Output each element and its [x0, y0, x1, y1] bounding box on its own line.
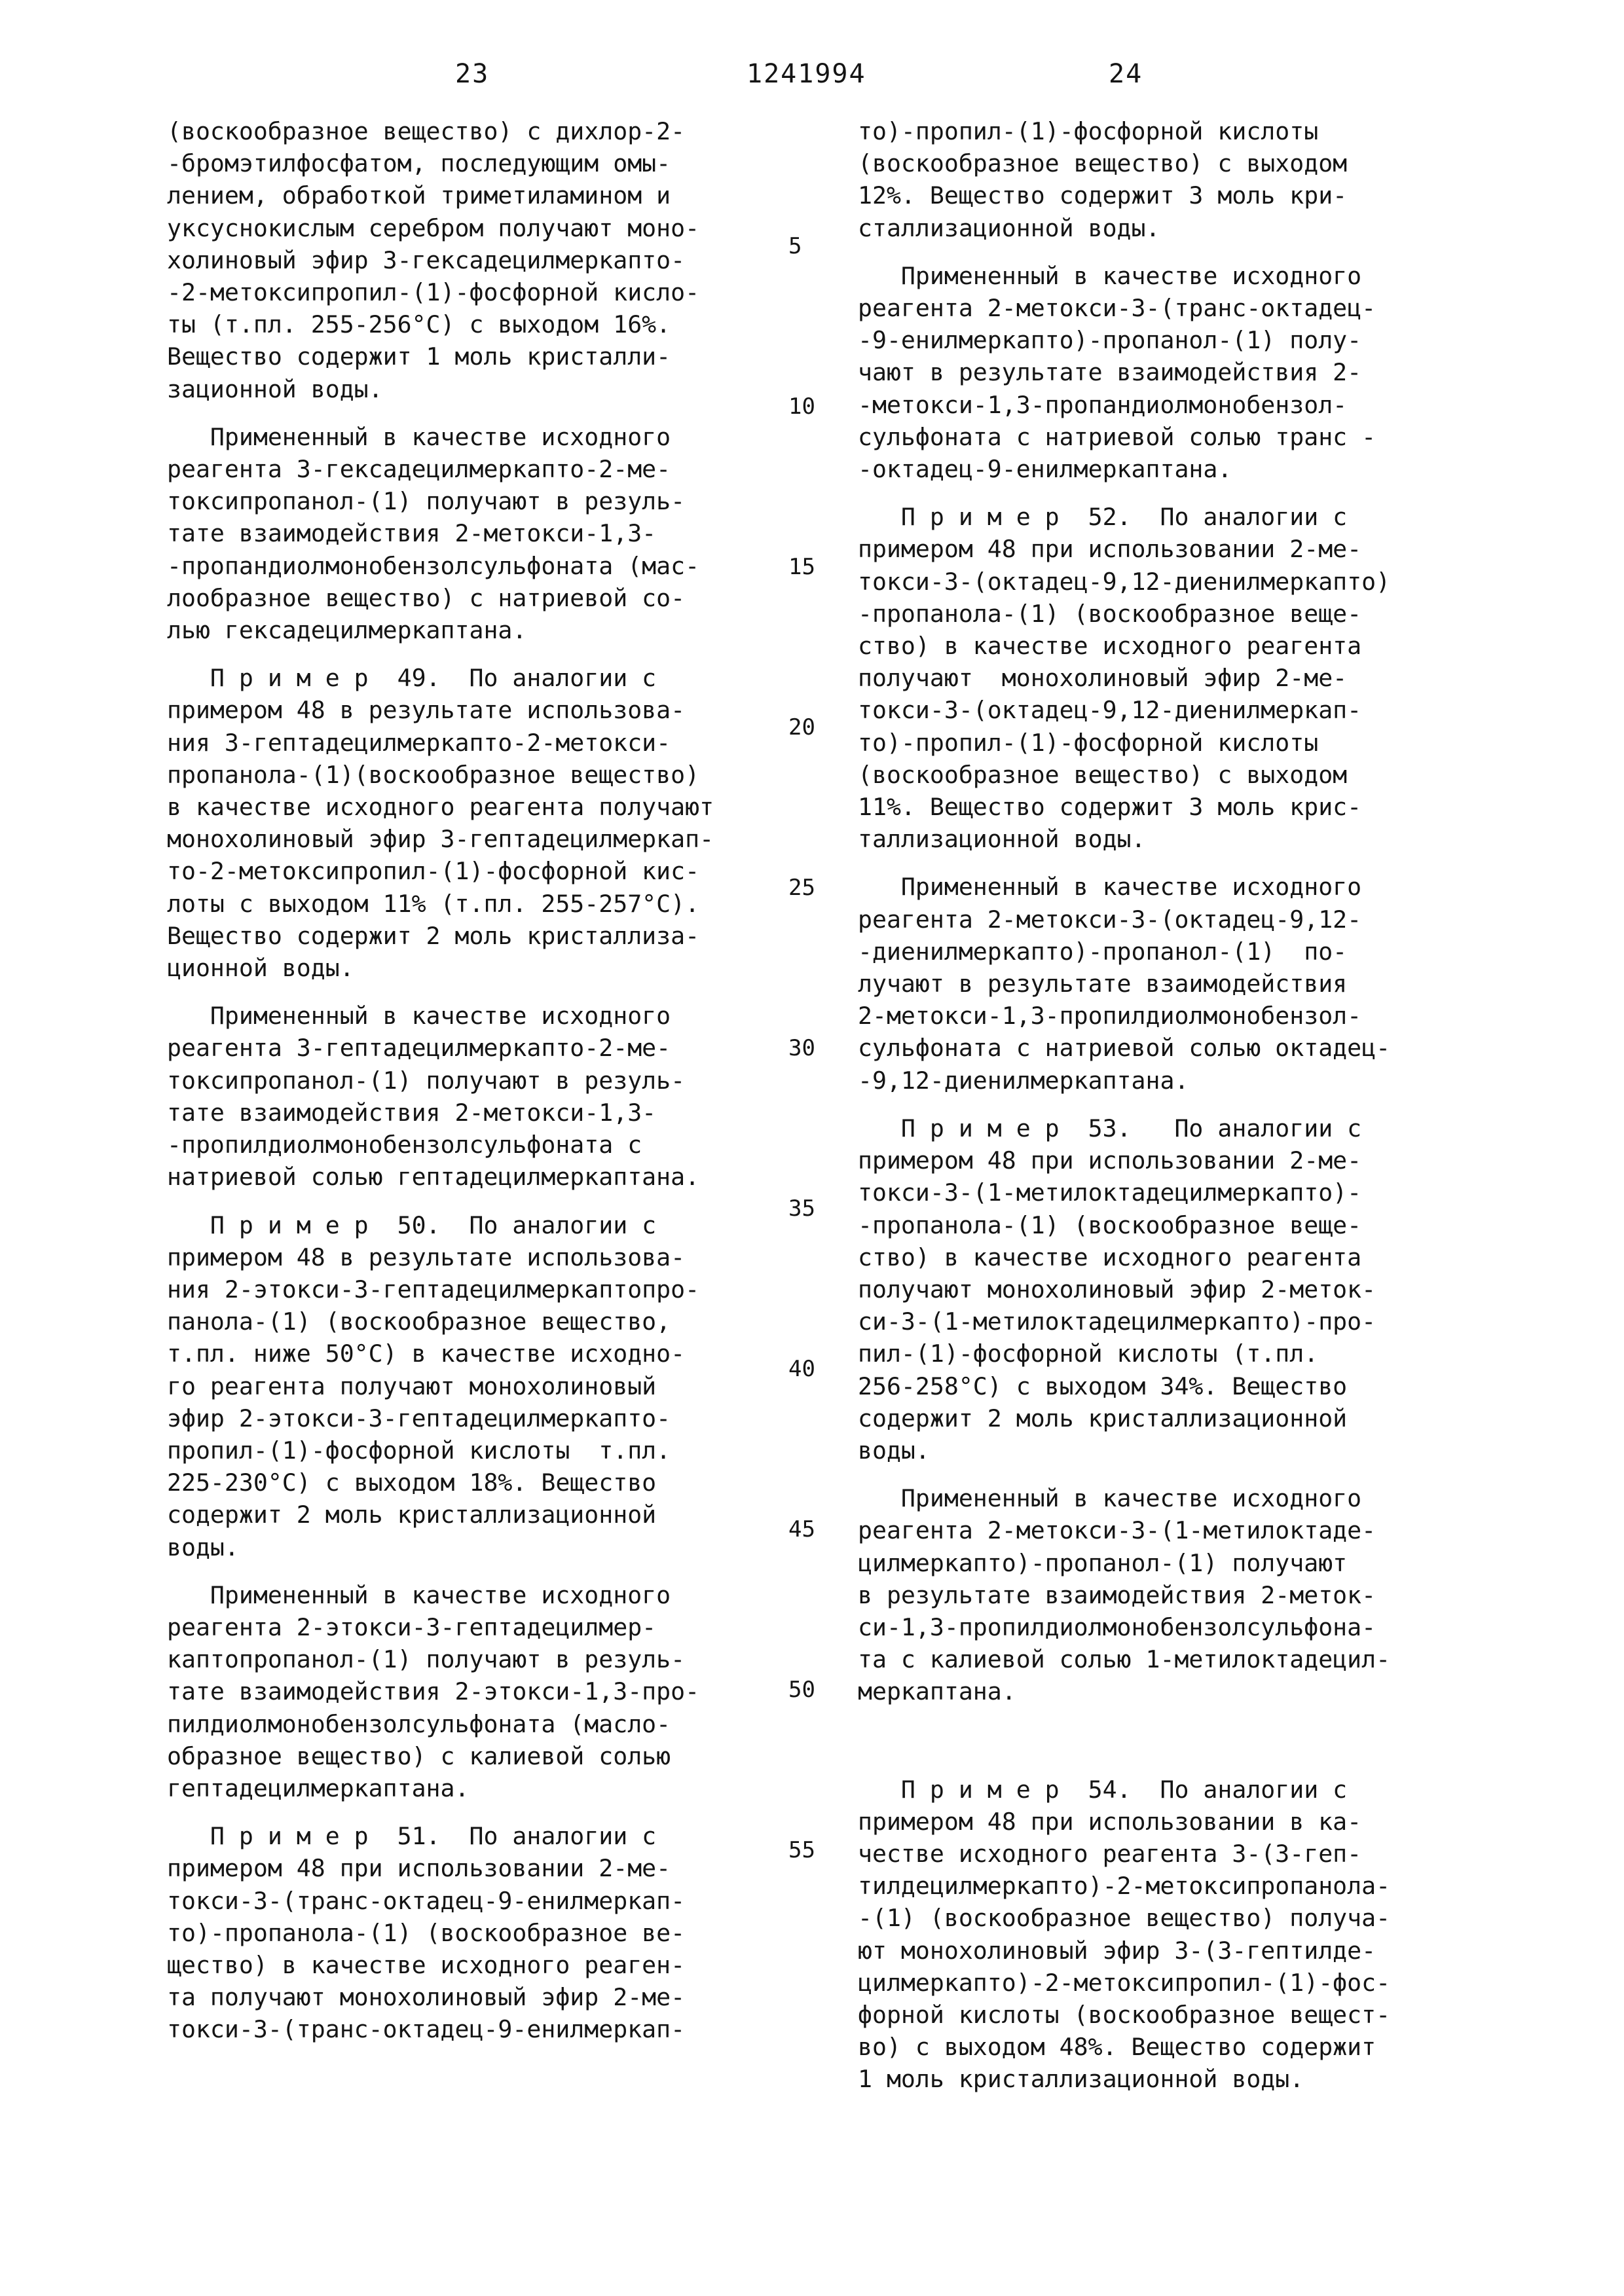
line-number: 30 [788, 1035, 815, 1061]
paragraph: Примененный в качестве исходного реагента 2-метокси-3-(октадец-9,12- -диенилмеркапто)-пропанол-(1) по- лучают в результате взаимодействия 2-метокси-1,3-пропилдиолмонобензол- сульфоната с натриевой солью октадец- -9,12-диенилмеркаптана. [858, 873, 1391, 1095]
paragraph: (воскообразное вещество) с дихлор-2- -бромэтилфосфатом, последующим омы- лением, обработкой триметиламином и уксуснокислым серебром получают моно- холиновый эфир 3-гексадецилмеркапто- -2-метоксипропил-(1)-фосфорной кисло- ты (т.пл. 255-256°C) с выходом 16%. Вещество содержит 1 моль кристалли- зационной воды. [167, 117, 700, 403]
line-number: 55 [788, 1837, 815, 1863]
paragraph: П р и м е р 54. По аналогии с примером 48 при использовании в ка- честве исходного реагента 3-(3-геп- тилдецилмеркапто)-2-метоксипропанола- -(1) (воскообразное вещество) получа- ют монохолиновый эфир 3-(3-гептилде- цилмеркапто)-2-метоксипропил-(1)-фос- форной кислоты (воскообразное вещест- во) с выходом 48%. Вещество содержит 1 моль кристаллизационной воды. [858, 1775, 1391, 2094]
line-number: 45 [788, 1516, 815, 1542]
page-number-right: 24 [1109, 59, 1143, 89]
paragraph: П р и м е р 51. По аналогии с примером 48 при использовании 2-ме- токси-3-(транс-октадец-9-енилмеркап- то)-пропанола-(1) (воскообразное ве- щество) в качестве исходного реаген- та получают монохолиновый эфир 2-ме- токси-3-(транс-октадец-9-енилмеркап- [167, 1822, 686, 2044]
page-number-left: 23 [455, 59, 490, 89]
right-column [858, 115, 1500, 2096]
paragraph: Примененный в качестве исходного реагента 2-метокси-3-(1-метилоктаде- цилмеркапто)-пропанол-(1) получают в результате взаимодействия 2-меток- си-1,3-пропилдиолмонобензолсульфона- та с калиевой солью 1-метилоктадецил- меркаптана. [858, 1484, 1391, 1706]
paragraph: П р и м е р 50. По аналогии с примером 48 в результате использова- ния 2-этокси-3-гептадецилмеркаптопро- панола-(1) (воскообразное вещество, т.пл. ниже 50°C) в качестве исходно- го реагента получают монохолиновый эфир 2-этокси-3-гептадецилмеркапто- пропил-(1)-фосфорной кислоты т.пл. 225-230°C) с выходом 18%. Вещество содержит 2 моль кристаллизационной воды. [167, 1211, 700, 1561]
line-number: 10 [788, 393, 815, 420]
paragraph: Примененный в качестве исходного реагента 3-гептадецилмеркапто-2-ме- токсипропанол-(1) получают в резуль- тате взаимодействия 2-метокси-1,3- -пропилдиолмонобензолсульфоната с натриевой солью гептадецилмеркаптана. [167, 1002, 700, 1192]
line-number: 35 [788, 1195, 815, 1222]
left-column [167, 115, 809, 2046]
line-number: 20 [788, 714, 815, 740]
line-number: 15 [788, 554, 815, 580]
paragraph: Примененный в качестве исходного реагента 2-метокси-3-(транс-октадец- -9-енилмеркапто)-пропанол-(1) полу- чают в результате взаимодействия 2- -метокси-1,3-пропандиолмонобензол- сульфоната с натриевой солью транс - -октадец-9-енилмеркаптана. [858, 261, 1376, 484]
paragraph: Примененный в качестве исходного реагента 3-гексадецилмеркапто-2-ме- токсипропанол-(1) получают в резуль- тате взаимодействия 2-метокси-1,3- -пропандиолмонобензолсульфоната (мас- лообразное вещество) с натриевой со- лью гексадецилмеркаптана. [167, 422, 700, 645]
line-number: 50 [788, 1677, 815, 1703]
paragraph: П р и м е р 49. По аналогии с примером 48 в результате использова- ния 3-гептадецилмеркапто-2-метокси- пропанола-(1)(воскообразное вещество) в качестве исходного реагента получают монохолиновый эфир 3-гептадецилмеркап- то-2-метоксипропил-(1)-фосфорной кис- лоты с выходом 11% (т.пл. 255-257°C). Вещество содержит 2 моль кристаллиза- ционной воды. [167, 664, 714, 983]
paragraph: Примененный в качестве исходного реагента 2-этокси-3-гептадецилмер- каптопропанол-(1) получают в резуль- тате взаимодействия 2-этокси-1,3-про- пилдиолмонобензолсульфоната (масло- образное вещество) с калиевой солью гептадецилмеркаптана. [167, 1580, 700, 1802]
paragraph: то)-пропил-(1)-фосфорной кислоты (воскообразное вещество) с выходом 12%. Вещество содержит 3 моль кри- сталлизационной воды. [858, 117, 1348, 242]
paragraph: П р и м е р 53. По аналогии с примером 48 при использовании 2-ме- токси-3-(1-метилоктадецилмеркапто)- -пропанола-(1) (воскообразное веще- ство) в качестве исходного реагента получают монохолиновый эфир 2-меток- си-3-(1-метилоктадецилмеркапто)-про- пил-(1)-фосфорной кислоты (т.пл. 256-258°C) с выходом 34%. Вещество содержит 2 моль кристаллизационной воды. [858, 1114, 1376, 1465]
patent-number: 1241994 [747, 59, 866, 89]
line-number: 40 [788, 1356, 815, 1382]
line-number: 25 [788, 875, 815, 901]
paragraph: П р и м е р 52. По аналогии с примером 48 при использовании 2-ме- токси-3-(октадец-9,12-диенилмеркапто) -пропанола-(1) (воскообразное веще- ство) в качестве исходного реагента получают монохолиновый эфир 2-ме- токси-3-(октадец-9,12-диенилмеркап- то)-пропил-(1)-фосфорной кислоты (воскообразное вещество) с выходом 11%. Вещество содержит 3 моль крис- таллизационной воды. [858, 503, 1391, 854]
line-number: 5 [788, 233, 802, 259]
